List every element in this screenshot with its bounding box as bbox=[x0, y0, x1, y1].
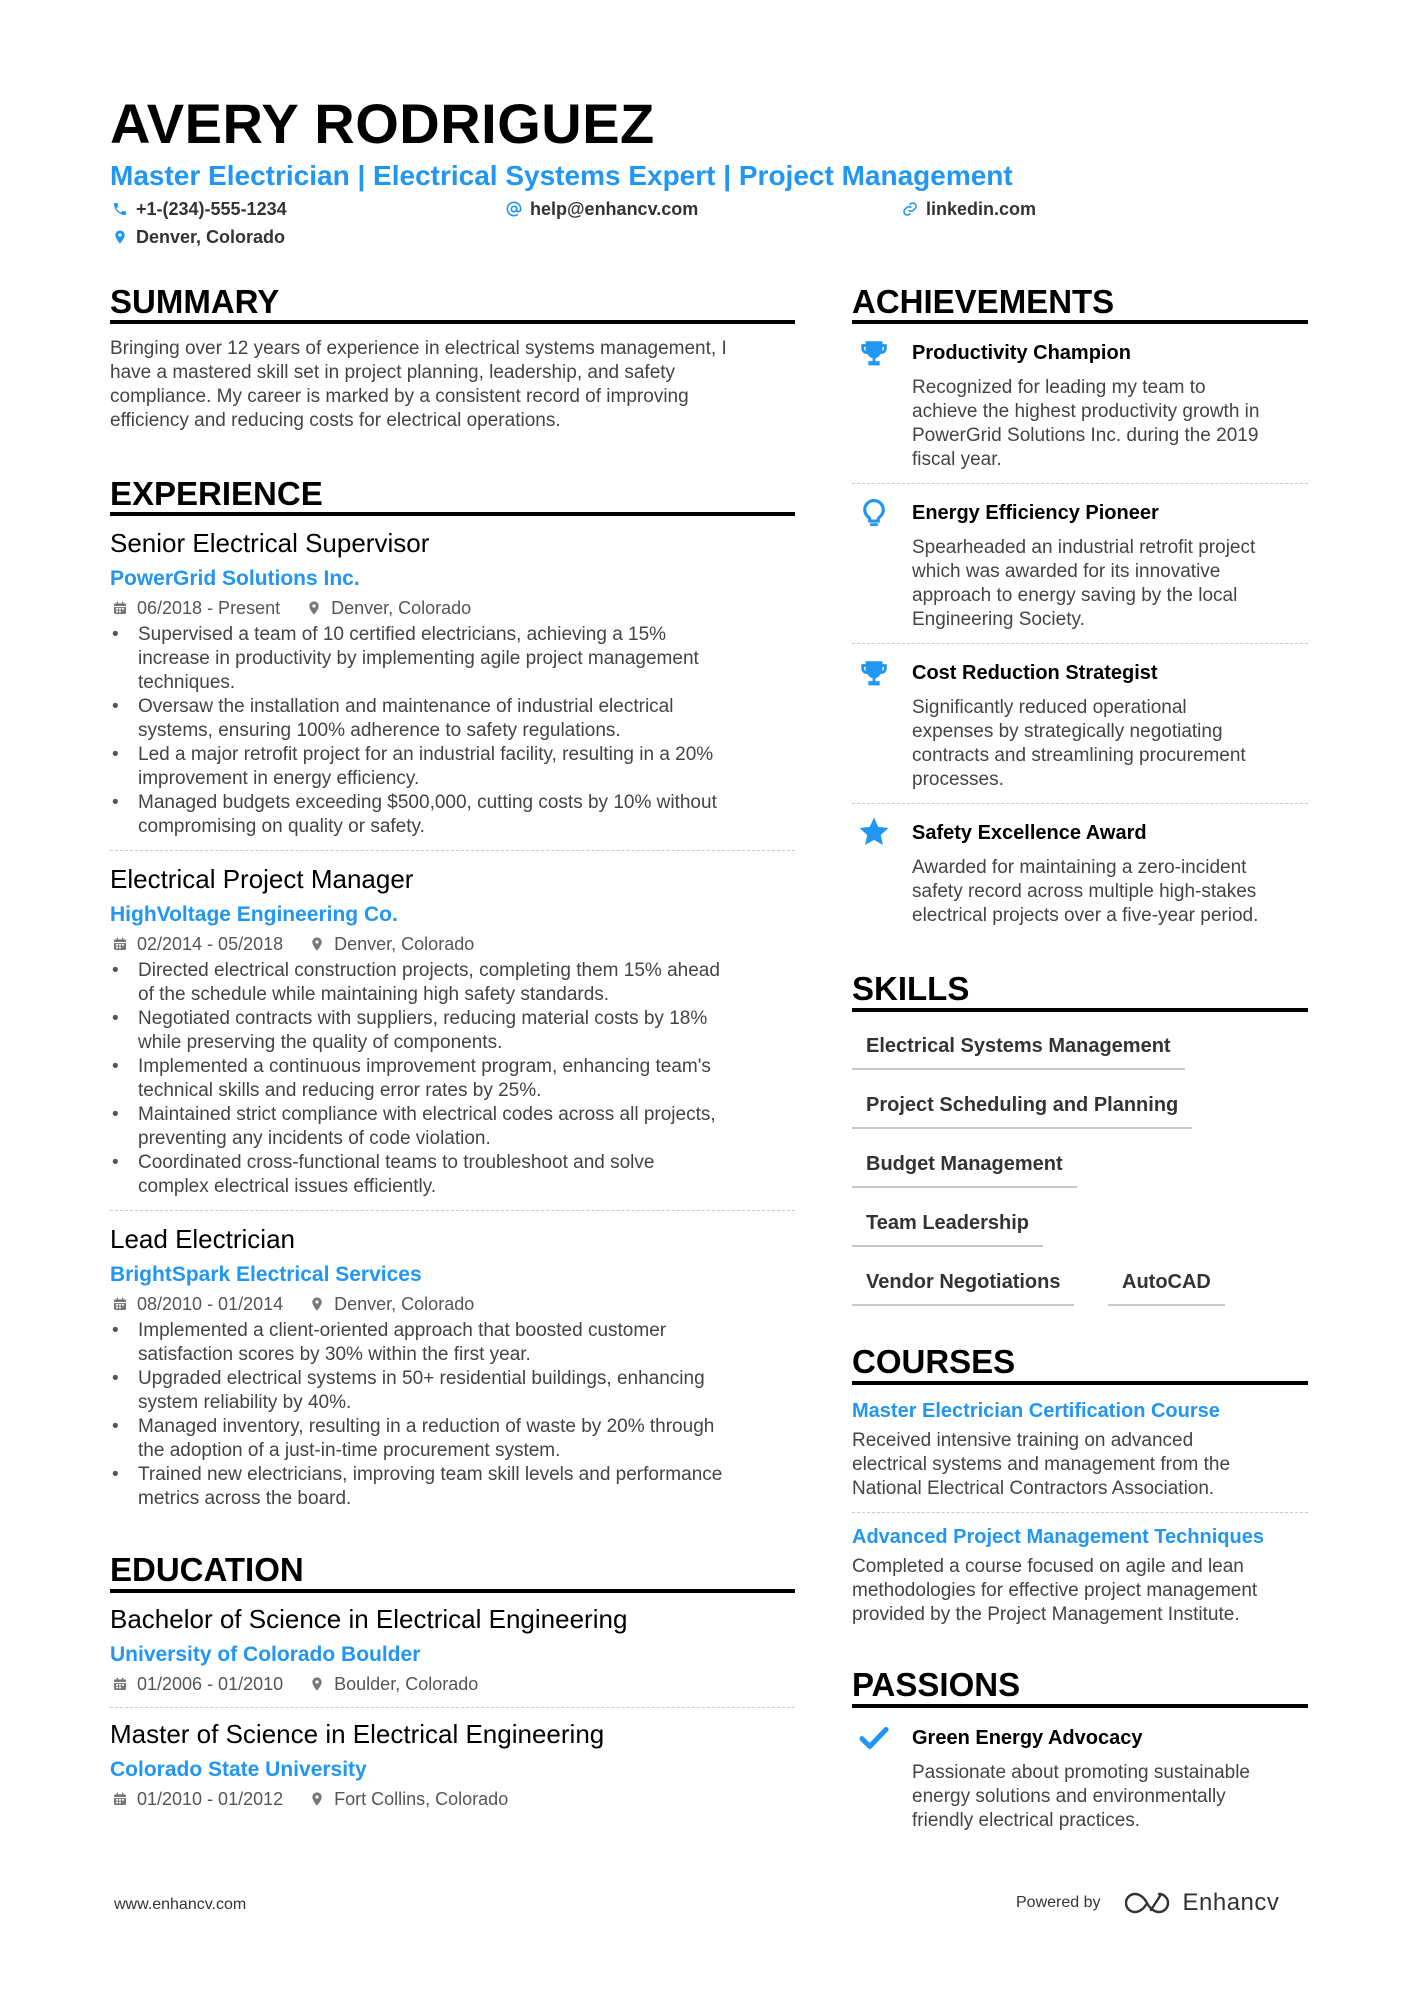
experience-rule bbox=[110, 512, 795, 516]
achievement-description: Recognized for leading my team to achieve the highest productivity growth in PowerGrid Solutions Inc. during the 2019 fiscal year. bbox=[912, 377, 1260, 470]
education-dates bbox=[112, 1790, 283, 1808]
job-meta bbox=[112, 599, 471, 617]
trophy-icon bbox=[856, 656, 892, 692]
skill-tag: Project Scheduling and Planning bbox=[852, 1095, 1192, 1129]
linkedin-text: linkedin.com bbox=[926, 199, 1037, 219]
calendar-icon bbox=[112, 600, 128, 616]
summary-line: have a mastered skill set in project planning, leadership, and safety bbox=[110, 362, 676, 383]
passions-rule bbox=[852, 1704, 1308, 1708]
trophy-icon bbox=[856, 336, 892, 372]
job-dates bbox=[112, 599, 280, 617]
education-meta bbox=[112, 1675, 478, 1693]
degree-title: Master of Science in Electrical Engineering bbox=[110, 1719, 605, 1749]
job-title: Senior Electrical Supervisor bbox=[110, 528, 430, 558]
brand-name: Enhancv bbox=[1182, 1889, 1280, 1916]
location-pin-icon bbox=[309, 936, 325, 952]
contact-linkedin[interactable] bbox=[902, 200, 1036, 218]
job-meta bbox=[112, 935, 474, 953]
job-divider bbox=[110, 850, 795, 851]
job-dates-text: 06/2018 - Present bbox=[137, 598, 281, 618]
education-rule bbox=[110, 1589, 795, 1593]
lightbulb-icon bbox=[856, 496, 892, 532]
location-pin-icon bbox=[309, 1296, 325, 1312]
achievement-description: Spearheaded an industrial retrofit project which was awarded for its innovative approach to energy saving by the local Engineering Society. bbox=[912, 537, 1256, 630]
calendar-icon bbox=[112, 1296, 128, 1312]
achievement-title: Productivity Champion bbox=[912, 342, 1131, 364]
candidate-name: AVERY RODRIGUEZ bbox=[110, 92, 655, 155]
location-text: Denver, Colorado bbox=[136, 227, 286, 247]
experience-title: EXPERIENCE bbox=[110, 475, 323, 512]
education-location bbox=[309, 1790, 508, 1808]
education-dates-text: 01/2010 - 01/2012 bbox=[137, 1789, 284, 1809]
job-location bbox=[309, 1295, 474, 1313]
job-dates bbox=[112, 1295, 283, 1313]
bullet-item: • Upgraded electrical systems in 50+ residential buildings, enhancing system reliability by 40%. bbox=[110, 1367, 800, 1415]
skills-title: SKILLS bbox=[852, 970, 970, 1007]
passion-title: Green Energy Advocacy bbox=[912, 1727, 1143, 1749]
location-pin-icon bbox=[306, 600, 322, 616]
job-title: Lead Electrician bbox=[110, 1224, 295, 1254]
skills-rule bbox=[852, 1008, 1308, 1012]
skill-tag: AutoCAD bbox=[1108, 1272, 1225, 1306]
job-bullets bbox=[110, 1319, 800, 1511]
star-icon bbox=[856, 814, 892, 850]
job-bullets bbox=[110, 959, 800, 1199]
achievements-title: ACHIEVEMENTS bbox=[852, 283, 1115, 320]
bullet-item: • Managed budgets exceeding $500,000, cutting costs by 10% without compromising on quality or safety. bbox=[110, 791, 800, 839]
achievement-divider bbox=[852, 483, 1308, 484]
checkmark-icon bbox=[856, 1720, 892, 1756]
at-sign-icon bbox=[506, 201, 522, 217]
enhancv-logo[interactable] bbox=[1125, 1889, 1280, 1917]
location-pin-icon bbox=[309, 1676, 325, 1692]
enhancv-logo-icon bbox=[1125, 1890, 1173, 1916]
company-name: HighVoltage Engineering Co. bbox=[110, 903, 398, 926]
skill-tag: Budget Management bbox=[852, 1154, 1077, 1188]
job-dates-text: 08/2010 - 01/2014 bbox=[137, 1294, 284, 1314]
job-title: Electrical Project Manager bbox=[110, 864, 414, 894]
location-pin-icon bbox=[112, 229, 128, 245]
bullet-item: • Oversaw the installation and maintenance of industrial electrical systems, ensuring 100% adherence to safety regulations. bbox=[110, 695, 800, 743]
education-title: EDUCATION bbox=[110, 1551, 304, 1588]
job-meta bbox=[112, 1295, 474, 1313]
email-text: help@enhancv.com bbox=[530, 199, 699, 219]
achievement-title: Cost Reduction Strategist bbox=[912, 662, 1158, 684]
company-name: BrightSpark Electrical Services bbox=[110, 1263, 422, 1286]
education-location-text: Fort Collins, Colorado bbox=[334, 1789, 509, 1809]
job-location bbox=[306, 599, 471, 617]
summary-rule bbox=[110, 320, 795, 324]
school-name: Colorado State University bbox=[110, 1758, 367, 1781]
achievement-divider bbox=[852, 803, 1308, 804]
education-dates bbox=[112, 1675, 283, 1693]
job-location-text: Denver, Colorado bbox=[331, 598, 472, 618]
calendar-icon bbox=[112, 1791, 128, 1807]
education-location bbox=[309, 1675, 478, 1693]
summary-line: compliance. My career is marked by a consistent record of improving bbox=[110, 386, 689, 407]
location-pin-icon bbox=[309, 1791, 325, 1807]
achievement-title: Energy Efficiency Pioneer bbox=[912, 502, 1159, 524]
powered-by-label: Powered by bbox=[1016, 1894, 1101, 1911]
school-name: University of Colorado Boulder bbox=[110, 1643, 421, 1666]
summary-line: efficiency and reducing costs for electrical operations. bbox=[110, 410, 561, 431]
job-location-text: Denver, Colorado bbox=[334, 1294, 475, 1314]
footer-website[interactable]: www.enhancv.com bbox=[114, 1896, 247, 1913]
job-dates-text: 02/2014 - 05/2018 bbox=[137, 934, 284, 954]
degree-title: Bachelor of Science in Electrical Engineering bbox=[110, 1604, 628, 1634]
education-divider bbox=[110, 1707, 795, 1708]
phone-text: +1-(234)-555-1234 bbox=[136, 199, 287, 219]
bullet-item: • Directed electrical construction projects, completing them 15% ahead of the schedule while maintaining high safety standards. bbox=[110, 959, 800, 1007]
achievement-divider bbox=[852, 643, 1308, 644]
course-divider bbox=[852, 1512, 1308, 1513]
job-location bbox=[309, 935, 474, 953]
company-name: PowerGrid Solutions Inc. bbox=[110, 567, 360, 590]
passions-title: PASSIONS bbox=[852, 1666, 1021, 1703]
passion-description: Passionate about promoting sustainable energy solutions and environmentally friendly electrical practices. bbox=[912, 1762, 1251, 1831]
footer-branding bbox=[1016, 1889, 1279, 1917]
course-description: Completed a course focused on agile and lean methodologies for effective project management provided by the Project Management Institute. bbox=[852, 1556, 1258, 1625]
summary-text bbox=[110, 337, 800, 433]
job-dates bbox=[112, 935, 283, 953]
contact-email[interactable] bbox=[506, 200, 698, 218]
course-title: Master Electrician Certification Course bbox=[852, 1400, 1220, 1422]
skill-tag: Team Leadership bbox=[852, 1213, 1043, 1247]
achievement-title: Safety Excellence Award bbox=[912, 822, 1147, 844]
achievements-rule bbox=[852, 320, 1308, 324]
link-icon bbox=[902, 201, 918, 217]
job-divider bbox=[110, 1210, 795, 1211]
contact-location bbox=[112, 228, 285, 246]
summary-title: SUMMARY bbox=[110, 283, 280, 320]
skill-tag: Vendor Negotiations bbox=[852, 1272, 1074, 1306]
bullet-item: • Managed inventory, resulting in a reduction of waste by 20% through the adoption of a just-in-time procurement system. bbox=[110, 1415, 800, 1463]
calendar-icon bbox=[112, 1676, 128, 1692]
bullet-item: • Trained new electricians, improving team skill levels and performance metrics across the board. bbox=[110, 1463, 800, 1511]
course-description: Received intensive training on advanced electrical systems and management from the National Electrical Contractors Association. bbox=[852, 1430, 1231, 1499]
bullet-item: • Supervised a team of 10 certified electricians, achieving a 15% increase in productivity by implementing agile project management techniques. bbox=[110, 623, 800, 695]
courses-title: COURSES bbox=[852, 1343, 1016, 1380]
phone-icon bbox=[112, 201, 128, 217]
achievement-description: Awarded for maintaining a zero-incident safety record across multiple high-stakes electrical projects over a five-year period. bbox=[912, 857, 1259, 926]
job-location-text: Denver, Colorado bbox=[334, 934, 475, 954]
headline: Master Electrician | Electrical Systems Expert | Project Management bbox=[110, 160, 1013, 191]
education-dates-text: 01/2006 - 01/2010 bbox=[137, 1674, 284, 1694]
bullet-item: • Led a major retrofit project for an industrial facility, resulting in a 20% improvement in energy efficiency. bbox=[110, 743, 800, 791]
summary-line: Bringing over 12 years of experience in electrical systems management, I bbox=[110, 338, 727, 359]
education-meta bbox=[112, 1790, 508, 1808]
bullet-item: • Coordinated cross-functional teams to troubleshoot and solve complex electrical issues efficiently. bbox=[110, 1151, 800, 1199]
courses-rule bbox=[852, 1381, 1308, 1385]
contact-phone[interactable] bbox=[112, 200, 287, 218]
achievement-description: Significantly reduced operational expenses by strategically negotiating contracts and streamlining procurement processes. bbox=[912, 697, 1246, 790]
bullet-item: • Negotiated contracts with suppliers, reducing material costs by 18% while preserving the quality of components. bbox=[110, 1007, 800, 1055]
calendar-icon bbox=[112, 936, 128, 952]
bullet-item: • Implemented a client-oriented approach that boosted customer satisfaction scores by 30% within the first year. bbox=[110, 1319, 800, 1367]
skill-tag: Electrical Systems Management bbox=[852, 1036, 1185, 1070]
job-bullets bbox=[110, 623, 800, 839]
bullet-item: • Maintained strict compliance with electrical codes across all projects, preventing any incidents of code violation. bbox=[110, 1103, 800, 1151]
education-location-text: Boulder, Colorado bbox=[334, 1674, 479, 1694]
course-title: Advanced Project Management Techniques bbox=[852, 1526, 1264, 1548]
bullet-item: • Implemented a continuous improvement program, enhancing team's technical skills and reducing error rates by 25%. bbox=[110, 1055, 800, 1103]
